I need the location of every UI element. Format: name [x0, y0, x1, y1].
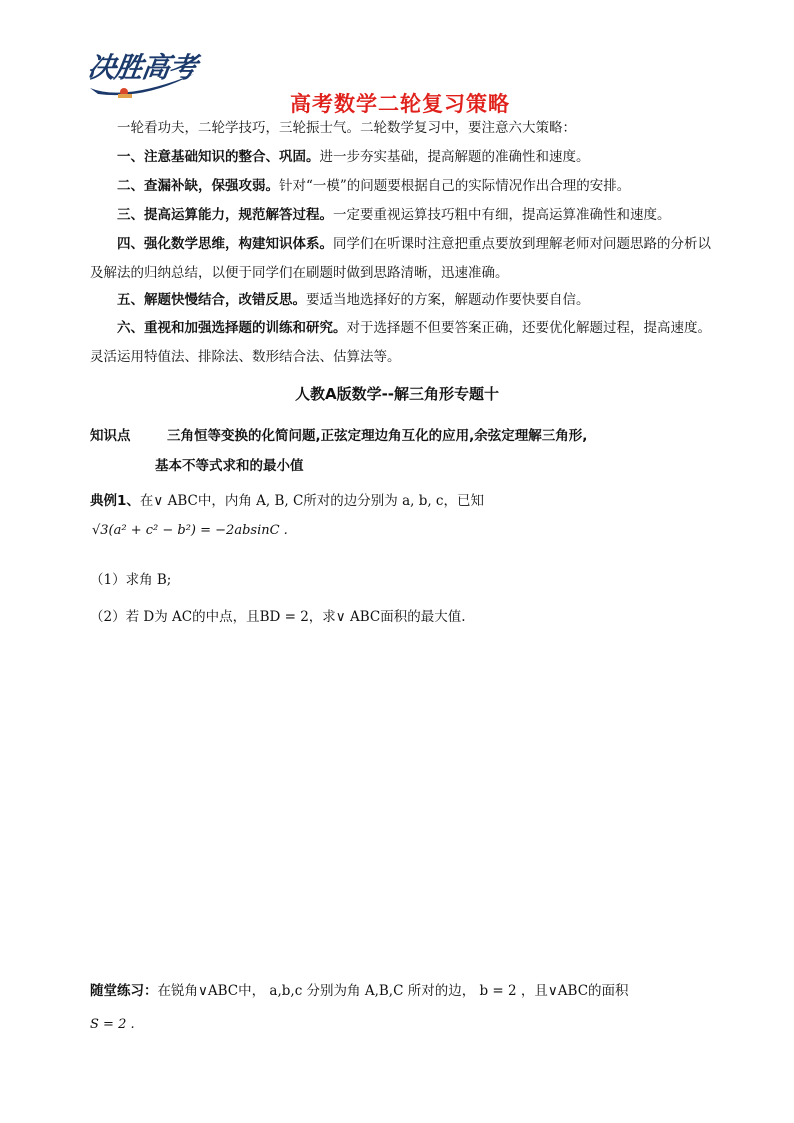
logo-text: 决胜高考 — [85, 51, 199, 84]
strategy-6 — [90, 314, 715, 372]
example-stem-text: 在∨ ABC中，内角 A, B, C所对的边分别为 a, b, c，已知 — [139, 493, 484, 509]
strategy-4 — [90, 230, 715, 288]
strategy-5 — [90, 286, 715, 315]
strategy-3 — [90, 201, 715, 230]
example-question-1: （1）求角 B; — [90, 572, 172, 588]
practice-stem-text: 在锐角∨ABC中， a,b,c 分别为角 A,B,C 所对的边， b = 2 ，且∨ABC的面积 — [157, 983, 629, 999]
intro-text: 一轮看功夫，二轮学技巧，三轮振士气。二轮数学复习中，要注意六大策略： — [117, 120, 576, 136]
practice-label: 随堂练习： — [90, 983, 158, 999]
section-title: 人教A版数学--解三角形专题十 — [294, 385, 500, 403]
strategy-1-bold: 一、注意基础知识的整合、巩固。 — [117, 149, 320, 165]
knowledge-label: 知识点 — [90, 428, 131, 444]
strategy-6-bold: 六、重视和加强选择题的训练和研究。 — [117, 320, 347, 336]
example-stem — [90, 489, 484, 509]
example-label: 典例1、 — [90, 493, 140, 509]
strategy-4-text: 同学们在听课时注意把重点要放到理解老师对问题思路的分析以及解法的归纳总结，以便于同学们在刷题时做到思路清晰，迅速准确。 — [90, 236, 711, 281]
strategy-2 — [90, 172, 715, 201]
example-formula: √3(a² + c² − b²) = −2absinC . — [92, 523, 288, 538]
strategy-6-text: 对于选择题不但要答案正确，还要优化解题过程，提高速度。灵活运用特值法、排除法、数形结合法、估算法等。 — [90, 320, 711, 365]
strategy-5-bold: 五、解题快慢结合，改错反思。 — [117, 292, 306, 308]
practice-stem — [90, 979, 629, 999]
strategy-1 — [90, 143, 715, 172]
strategy-2-bold: 二、查漏补缺，保强攻弱。 — [117, 178, 279, 194]
example-question-2: （2）若 D为 AC的中点，且BD = 2，求∨ ABC面积的最大值. — [90, 609, 466, 625]
strategy-3-bold: 三、提高运算能力，规范解答过程。 — [117, 207, 333, 223]
knowledge-point — [90, 424, 587, 444]
strategy-4-bold: 四、强化数学思维，构建知识体系。 — [117, 236, 333, 252]
strategy-5-text: 要适当地选择好的方案，解题动作要快要自信。 — [306, 292, 590, 308]
strategy-3-text: 一定要重视运算技巧粗中有细，提高运算准确性和速度。 — [333, 207, 671, 223]
strategy-1-text: 进一步夯实基础，提高解题的准确性和速度。 — [319, 149, 590, 165]
practice-stem-2: S = 2 . — [90, 1017, 135, 1032]
strategy-2-text: 针对“一模”的问题要根据自己的实际情况作出合理的安排。 — [279, 178, 631, 194]
knowledge-line-1: 三角恒等变换的化简问题,正弦定理边角互化的应用,余弦定理解三角形, — [167, 428, 588, 444]
page-title: 高考数学二轮复习策略 — [290, 92, 510, 116]
knowledge-line-2: 基本不等式求和的最小值 — [155, 458, 304, 474]
